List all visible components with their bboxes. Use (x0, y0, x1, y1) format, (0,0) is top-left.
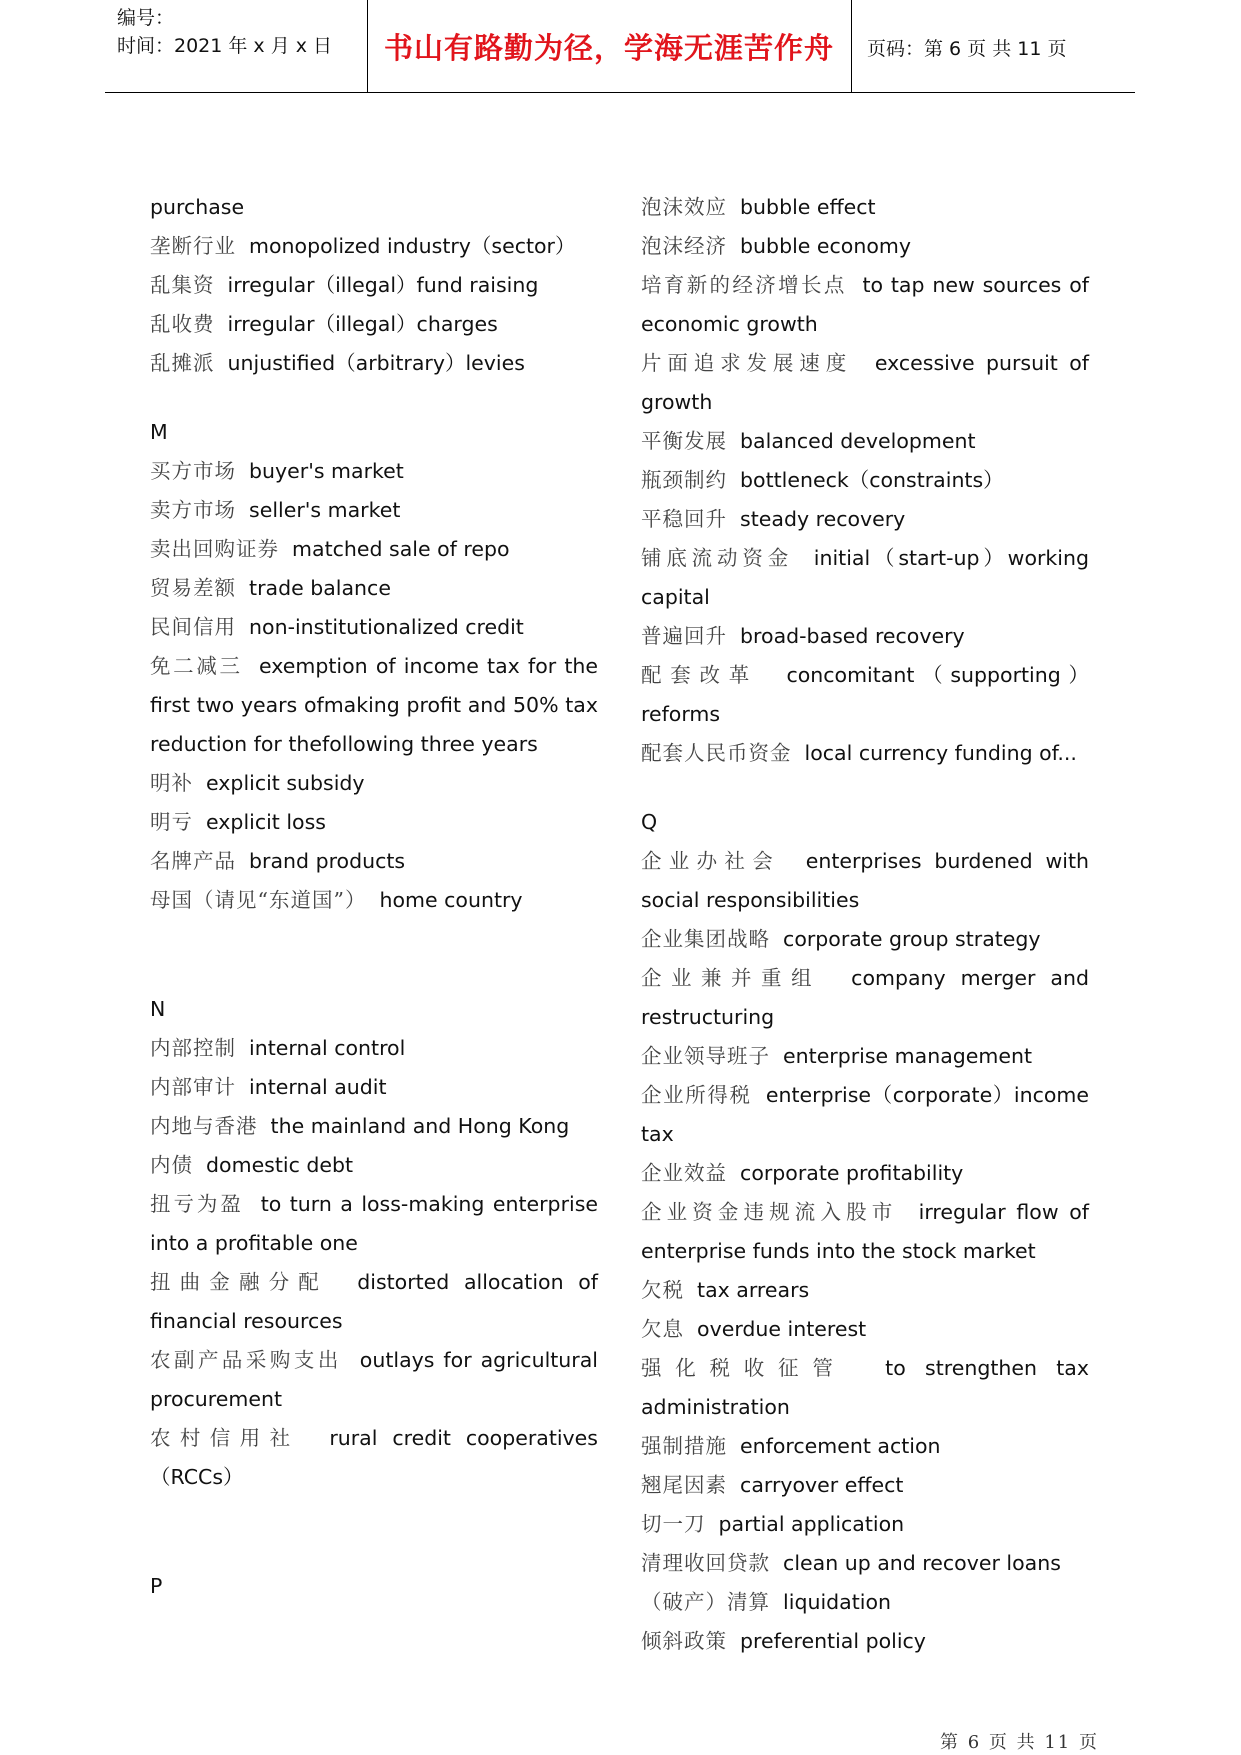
term-chinese: 平衡发展 (641, 429, 727, 453)
term-chinese: 欠税 (641, 1278, 684, 1302)
glossary-entry (641, 920, 1089, 959)
term-chinese: 免二减三 (150, 654, 243, 678)
term-english: carryover effect (740, 1473, 904, 1497)
glossary-entry (150, 452, 598, 491)
term-chinese: 欠息 (641, 1317, 684, 1341)
term-english: buyer's market (249, 459, 404, 483)
term-english: preferential policy (740, 1629, 926, 1653)
glossary-entry (150, 569, 598, 608)
glossary-entry (641, 266, 1089, 344)
glossary-entry (641, 656, 1089, 734)
term-english: enterprise（corporate）income tax (641, 1083, 1090, 1146)
term-english: internal audit (249, 1075, 387, 1099)
spacer (641, 773, 1089, 803)
term-english: monopolized industry（sector） (249, 234, 576, 258)
term-chinese: 企业所得税 (641, 1083, 752, 1107)
term-english: enterprises burdened with social responsibilities (641, 849, 1089, 912)
glossary-entry (641, 227, 1089, 266)
term-english: balanced development (740, 429, 976, 453)
glossary-entry (150, 227, 598, 266)
header-page-number: 页码：第 6 页 共 11 页 (867, 38, 1067, 60)
glossary-entry (150, 881, 598, 920)
page-header (105, 0, 1135, 93)
term-english: seller's market (249, 498, 401, 522)
term-english: to tap new sources of economic growth (641, 273, 1089, 336)
term-english: unjustified（arbitrary）levies (227, 351, 525, 375)
glossary-entry (641, 1427, 1089, 1466)
term-english: enterprise management (783, 1044, 1032, 1068)
glossary-entry (641, 1466, 1089, 1505)
spacer (150, 383, 598, 413)
glossary-entry (150, 1068, 598, 1107)
term-english: purchase (150, 195, 245, 219)
term-chinese: 母国（请见“东道国”） (150, 888, 367, 912)
term-chinese: 培育新的经济增长点 (641, 273, 847, 297)
term-english: broad-based recovery (740, 624, 965, 648)
glossary-entry (150, 1107, 598, 1146)
term-english: corporate group strategy (783, 927, 1041, 951)
term-english: irregular（illegal）fund raising (227, 273, 539, 297)
term-english: company merger and restructuring (641, 966, 1089, 1029)
glossary-entry (641, 1622, 1089, 1661)
term-chinese: 企业办社会 (641, 849, 781, 873)
term-english: steady recovery (740, 507, 906, 531)
term-chinese: 乱集资 (150, 273, 215, 297)
term-english: excessive pursuit of growth (641, 351, 1089, 414)
term-chinese: 内部审计 (150, 1075, 236, 1099)
glossary-entry (641, 1271, 1089, 1310)
term-chinese: 泡沫效应 (641, 195, 727, 219)
glossary-column-right (641, 188, 1089, 1661)
glossary-entry (641, 1505, 1089, 1544)
term-chinese: 翘尾因素 (641, 1473, 727, 1497)
date-label: 时间：2021 年 x 月 x 日 (117, 35, 333, 57)
glossary-entry (150, 188, 598, 227)
term-chinese: 企业领导班子 (641, 1044, 770, 1068)
term-english: partial application (718, 1512, 905, 1536)
glossary-entry (150, 608, 598, 647)
term-english: trade balance (249, 576, 391, 600)
term-english: local currency funding of... (804, 741, 1077, 765)
term-english: enforcement action (740, 1434, 941, 1458)
serial-number-label: 编号： (117, 7, 175, 29)
header-divider (851, 0, 852, 92)
term-chinese: 企业资金违规流入股市 (641, 1200, 898, 1224)
glossary-entry (150, 305, 598, 344)
term-chinese: 卖方市场 (150, 498, 236, 522)
term-english: rural credit cooperatives（RCCs） (150, 1426, 598, 1489)
spacer (150, 1497, 598, 1567)
glossary-entry (150, 842, 598, 881)
glossary-entry (150, 491, 598, 530)
glossary-entry (641, 842, 1089, 920)
glossary-entry (641, 500, 1089, 539)
term-chinese: 贸易差额 (150, 576, 236, 600)
glossary-entry (150, 764, 598, 803)
glossary-entry (641, 1076, 1089, 1154)
term-chinese: 乱收费 (150, 312, 215, 336)
term-english: tax arrears (697, 1278, 810, 1302)
term-chinese: 内地与香港 (150, 1114, 258, 1138)
glossary-entry (641, 344, 1089, 422)
section-letter: Q (641, 810, 658, 834)
glossary-entry (641, 1154, 1089, 1193)
term-english: home country (379, 888, 523, 912)
term-english: exemption of income tax for the first two years ofmaking profit and 50% tax reduction for thefollowing three years (150, 654, 598, 756)
glossary-entry (150, 1029, 598, 1068)
term-chinese: 企业效益 (641, 1161, 727, 1185)
term-chinese: 明亏 (150, 810, 193, 834)
glossary-entry (641, 734, 1089, 773)
term-chinese: 民间信用 (150, 615, 236, 639)
glossary-entry (641, 1037, 1089, 1076)
term-english: initial（start-up）working capital (641, 546, 1089, 609)
term-chinese: 瓶颈制约 (641, 468, 727, 492)
term-chinese: 平稳回升 (641, 507, 727, 531)
term-chinese: 内部控制 (150, 1036, 236, 1060)
term-english: overdue interest (697, 1317, 867, 1341)
term-chinese: 买方市场 (150, 459, 236, 483)
term-chinese: 明补 (150, 771, 193, 795)
term-chinese: 企业集团战略 (641, 927, 770, 951)
term-english: non-institutionalized credit (249, 615, 524, 639)
glossary-entry (641, 461, 1089, 500)
term-english: irregular（illegal）charges (227, 312, 498, 336)
term-english: explicit loss (206, 810, 326, 834)
term-chinese: 名牌产品 (150, 849, 236, 873)
term-english: bottleneck（constraints） (740, 468, 1004, 492)
term-chinese: 卖出回购证券 (150, 537, 279, 561)
term-english: to turn a loss-making enterprise into a profitable one (150, 1192, 598, 1255)
glossary-entry (150, 1146, 598, 1185)
glossary-entry (150, 266, 598, 305)
term-chinese: 企业兼并重组 (641, 966, 822, 990)
term-english: bubble economy (740, 234, 911, 258)
term-english: explicit subsidy (206, 771, 365, 795)
glossary-entry (150, 344, 598, 383)
glossary-entry (150, 1419, 598, 1497)
term-chinese: 倾斜政策 (641, 1629, 727, 1653)
term-chinese: 强化税收征管 (641, 1356, 847, 1380)
glossary-entry (641, 1349, 1089, 1427)
term-english: clean up and recover loans (783, 1551, 1061, 1575)
glossary-entry (641, 1583, 1089, 1622)
glossary-entry (150, 1185, 598, 1263)
term-english: bubble effect (740, 195, 876, 219)
term-chinese: 清理收回贷款 (641, 1551, 770, 1575)
glossary-entry (641, 617, 1089, 656)
term-english: distorted allocation of financial resources (150, 1270, 598, 1333)
section-letter: N (150, 997, 166, 1021)
page-footer: 第 6 页 共 11 页 (940, 1732, 1099, 1753)
glossary-column-left (150, 188, 598, 1606)
glossary-entry (641, 1310, 1089, 1349)
glossary-entry (641, 1544, 1089, 1583)
glossary-entry (641, 959, 1089, 1037)
glossary-entry (641, 539, 1089, 617)
term-chinese: 垄断行业 (150, 234, 236, 258)
term-english: brand products (249, 849, 406, 873)
term-chinese: 农副产品采购支出 (150, 1348, 342, 1372)
term-chinese: 内债 (150, 1153, 193, 1177)
glossary-entry (641, 422, 1089, 461)
glossary-entry (150, 1263, 598, 1341)
section-letter: M (150, 420, 168, 444)
term-chinese: 农村信用社 (150, 1426, 300, 1450)
term-english: the mainland and Hong Kong (270, 1114, 570, 1138)
term-english: corporate profitability (740, 1161, 964, 1185)
glossary-entry (150, 803, 598, 842)
spacer (150, 920, 598, 990)
term-english: liquidation (783, 1590, 891, 1614)
term-chinese: 配套改革 (641, 663, 758, 687)
term-english: concomitant（supporting）reforms (641, 663, 1089, 726)
term-chinese: 铺底流动资金 (641, 546, 794, 570)
term-chinese: 普遍回升 (641, 624, 727, 648)
term-english: matched sale of repo (292, 537, 510, 561)
glossary-entry (150, 647, 598, 764)
term-chinese: 强制措施 (641, 1434, 727, 1458)
term-chinese: 扭曲金融分配 (150, 1270, 328, 1294)
term-english: to strengthen tax administration (641, 1356, 1089, 1419)
term-chinese: 片面追求发展速度 (641, 351, 853, 375)
term-chinese: 乱摊派 (150, 351, 215, 375)
term-chinese: 扭亏为盈 (150, 1192, 244, 1216)
term-english: outlays for agricultural procurement (150, 1348, 598, 1411)
term-english: internal control (249, 1036, 406, 1060)
term-chinese: 配套人民币资金 (641, 741, 792, 765)
term-chinese: 泡沫经济 (641, 234, 727, 258)
term-english: domestic debt (206, 1153, 354, 1177)
glossary-entry (150, 1341, 598, 1419)
glossary-entry (150, 530, 598, 569)
header-motto: 书山有路勤为径，学海无涯苦作舟 (383, 31, 834, 65)
header-meta (117, 4, 332, 60)
term-english: irregular flow of enterprise funds into the stock market (641, 1200, 1090, 1263)
term-chinese: （破产）清算 (641, 1590, 770, 1614)
term-chinese: 切一刀 (641, 1512, 706, 1536)
glossary-entry (641, 188, 1089, 227)
section-letter: P (150, 1574, 163, 1598)
glossary-entry (641, 1193, 1089, 1271)
